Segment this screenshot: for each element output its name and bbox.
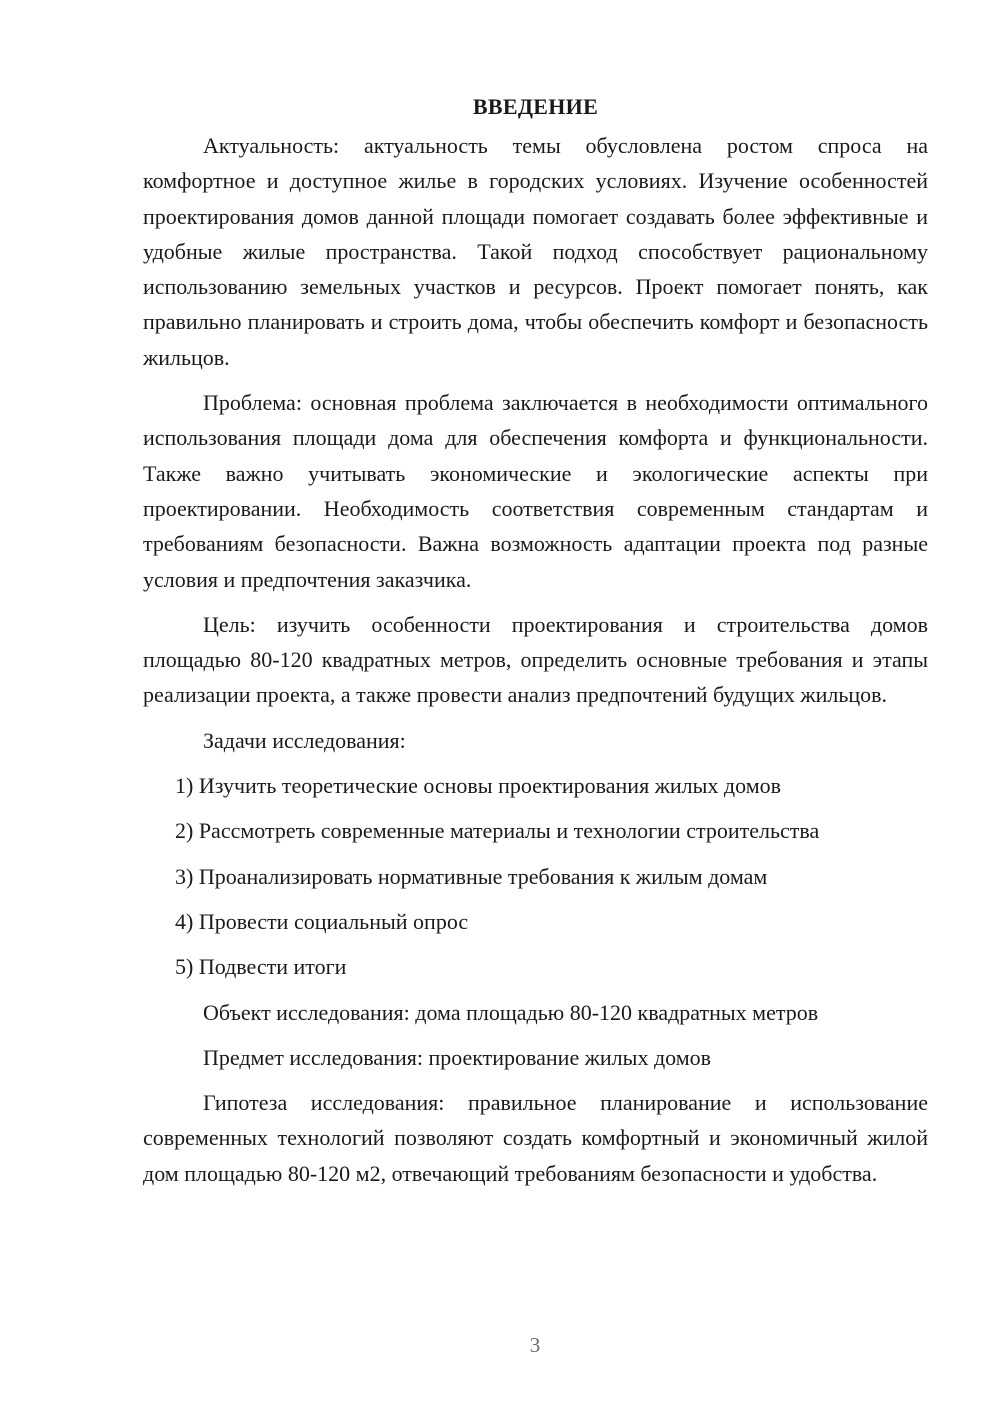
problem-paragraph: Проблема: основная проблема заключается в необходимости оптимального использования площади дома для обеспечения комфорта и функциональности. Также важно учитывать экономические и экологические аспекты при проектировании. Необходимость соответствия современным стандартам и требованиям безопасности. Важна возможность адаптации проекта под разные условия и предпочтения заказчика. <box>143 390 928 592</box>
hypothesis-paragraph: Гипотеза исследования: правильное планирование и использование современных технологий позволяют создать комфортный и экономичный жилой дом площадью 80-120 м2, отвечающий требованиям безопасности и удобства. <box>143 1090 928 1186</box>
page-title: ВВЕДЕНИЕ <box>472 94 599 119</box>
task-item-4: 4) Провести социальный опрос <box>175 908 469 934</box>
research-object: Объект исследования: дома площадью 80-120 квадратных метров <box>203 999 819 1025</box>
task-item-3: 3) Проанализировать нормативные требования к жилым домам <box>175 863 768 889</box>
relevance-paragraph: Актуальность: актуальность темы обусловлена ростом спроса на комфортное и доступное жилье в городских условиях. Изучение особенностей проектирования домов данной площади помогает создавать более эффективные и удобные жилые пространства. Такой подход способствует рациональному использованию земельных участков и ресурсов. Проект помогает понять, как правильно планировать и строить дома, чтобы обеспечить комфорт и безопасность жильцов. <box>143 133 928 370</box>
task-item-2: 2) Рассмотреть современные материалы и технологии строительства <box>175 818 820 844</box>
task-item-1: 1) Изучить теоретические основы проектирования жилых домов <box>175 773 782 799</box>
document-page <box>143 92 928 1201</box>
tasks-heading: Задачи исследования: <box>203 727 406 753</box>
goal-paragraph: Цель: изучить особенности проектирования и строительства домов площадью 80-120 квадратных метров, определить основные требования и этапы реализации проекта, а также провести анализ предпочтений будущих жильцов. <box>143 611 928 708</box>
research-subject: Предмет исследования: проектирование жилых домов <box>203 1044 712 1070</box>
task-item-5: 5) Подвести итоги <box>175 954 347 980</box>
tasks-list <box>143 768 928 984</box>
page-number: 3 <box>529 1333 541 1357</box>
